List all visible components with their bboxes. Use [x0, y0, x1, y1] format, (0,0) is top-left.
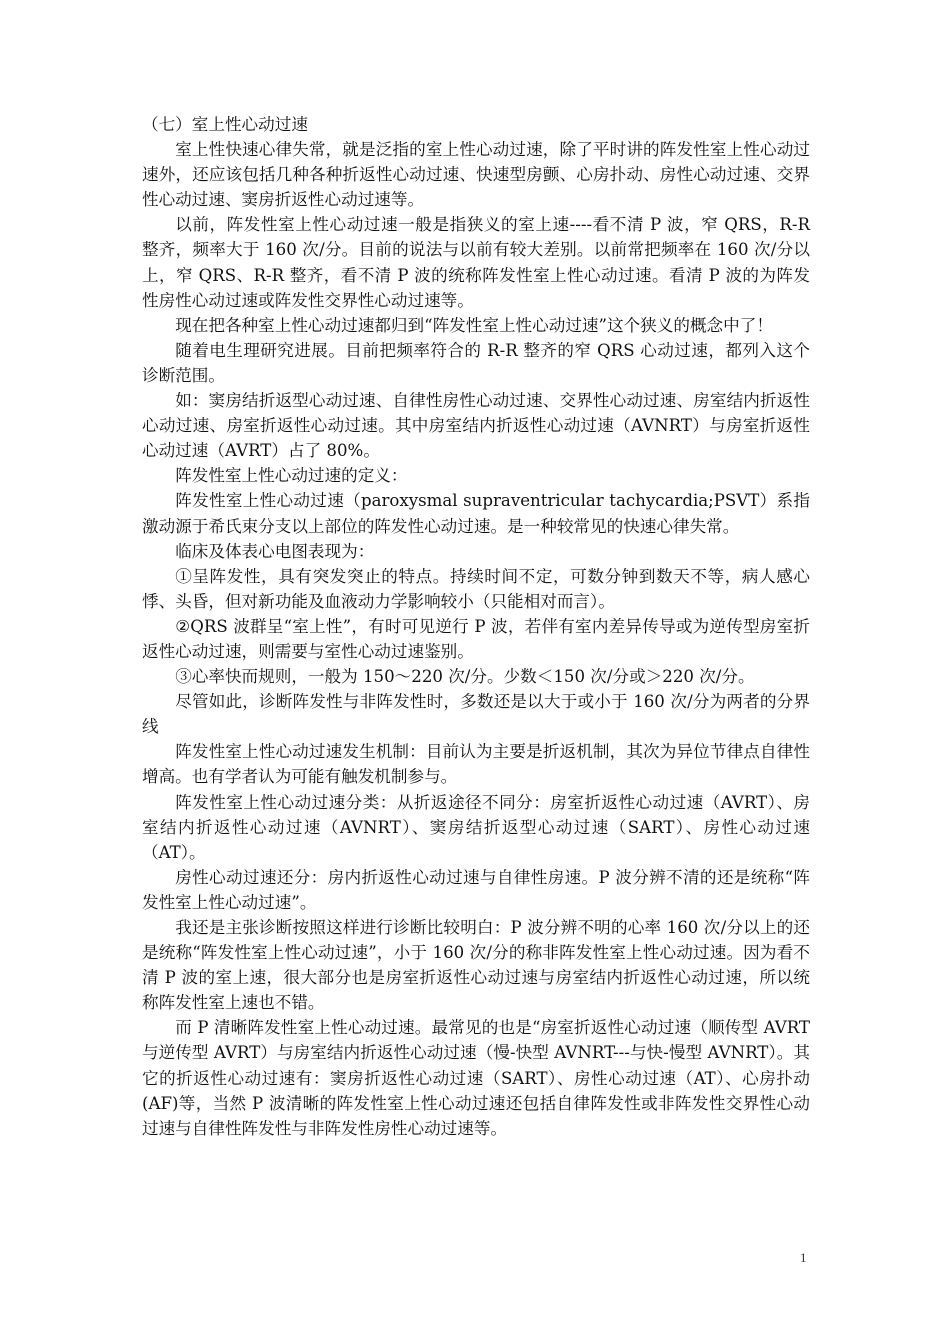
paragraph: 如：窦房结折返型心动过速、自律性房性心动过速、交界性心动过速、房室结内折返性心动过速、房室折返性心动过速。其中房室结内折返性心动过速（AVNRT）与房室折返性心动过速（AVRT）占了 80%。 — [142, 391, 810, 461]
paragraph: 阵发性室上性心动过速的定义： — [175, 466, 408, 486]
paragraph: 阵发性室上性心动过速发生机制：目前认为主要是折返机制，其次为异位节律点自律性增高。也有学者认为可能有触发机制参与。 — [142, 742, 810, 787]
paragraph: ①呈阵发性，具有突发突止的特点。持续时间不定，可数分钟到数天不等，病人感心悸、头昏，但对新功能及血液动力学影响较小（只能相对而言）。 — [142, 566, 810, 611]
paragraph: 室上性快速心律失常，就是泛指的室上性心动过速，除了平时讲的阵发性室上性心动过速外，还应该包括几种各种折返性心动过速、快速型房颤、心房扑动、房性心动过速、交界性心动过速、窦房折返性心动过速等。 — [142, 140, 810, 210]
paragraph: 尽管如此，诊断阵发性与非阵发性时，多数还是以大于或小于 160 次/分为两者的分界线 — [142, 692, 810, 737]
paragraph: 随着电生理研究进展。目前把频率符合的 R-R 整齐的窄 QRS 心动过速，都列入这个诊断范围。 — [142, 340, 810, 385]
paragraph: 临床及体表心电图表现为： — [175, 541, 375, 561]
paragraph: 以前，阵发性室上性心动过速一般是指狭义的室上速----看不清 P 波，窄 QRS，R-R 整齐，频率大于 160 次/分。目前的说法与以前有较大差别。以前常把频率在 160 次/分以上，窄 QRS、R-R 整齐，看不清 P 波的统称阵发性室上性心动过速。看清 P 波的为阵发性房性心动过速或阵发性交界性心动过速等。 — [142, 215, 810, 310]
paragraph: 阵发性室上性心动过速（paroxysmal supraventricular tachycardia;PSVT）系指激动源于希氏束分支以上部位的阵发性心动过速。是一种较常见的快速心律失常。 — [142, 491, 810, 536]
section-heading: （七）室上性心动过速 — [142, 115, 308, 134]
page-number: 1 — [800, 1250, 807, 1265]
paragraph: 而 P 清晰阵发性室上性心动过速。最常见的也是“房室折返性心动过速（顺传型 AVRT 与逆传型 AVRT）与房室结内折返性心动过速（慢-快型 AVNRT---与快-慢型 AVNRT）。其它的折返性心动过速有：窦房折返性心动过速（SART）、房性心动过速（AT）、心房扑动(AF)等，当然 P 波清晰的阵发性室上性心动过速还包括自律阵发性或非阵发性交界性心动过速与自律性阵发性与非阵发性房性心动过速等。 — [142, 1018, 810, 1138]
paragraph: 我还是主张诊断按照这样进行诊断比较明白：P 波分辨不明的心率 160 次/分以上的还是统称“阵发性室上性心动过速”，小于 160 次/分的称非阵发性室上性心动过速。因为看不清 P 波的室上速，很大部分也是房室折返性心动过速与房室结内折返性心动过速，所以统称阵发性室上速也不错。 — [142, 918, 810, 1013]
paragraph: 房性心动过速还分：房内折返性心动过速与自律性房速。P 波分辨不清的还是统称“阵发性室上性心动过速”。 — [142, 867, 810, 912]
paragraph: 阵发性室上性心动过速分类：从折返途径不同分：房室折返性心动过速（AVRT）、房室结内折返性心动过速（AVNRT）、窦房结折返型心动过速（SART）、房性心动过速（AT）。 — [142, 792, 810, 862]
paragraph: 现在把各种室上性心动过速都归到“阵发性室上性心动过速”这个狭义的概念中了！ — [175, 315, 773, 335]
paragraph: ②QRS 波群呈“室上性”，有时可见逆行 P 波，若伴有室内差异传导或为逆传型房室折返性心动过速，则需要与室性心动过速鉴别。 — [142, 616, 810, 661]
paragraph: ③心率快而规则，一般为 150～220 次/分。少数＜150 次/分或＞220 次/分。 — [175, 667, 755, 687]
document-body — [142, 112, 810, 1141]
